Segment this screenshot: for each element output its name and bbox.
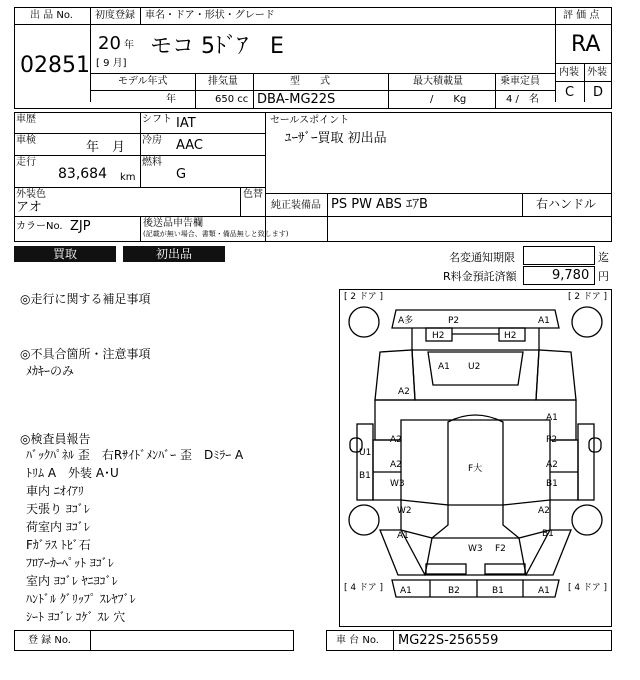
wheel-icon xyxy=(349,307,379,337)
equipment-label: 純正装備品 xyxy=(271,200,321,211)
damage-mark: H2 xyxy=(432,331,445,341)
inspection-value: 年 月 xyxy=(86,140,126,155)
damage-mark: A1 xyxy=(538,316,550,326)
name-change-unit: 迄 xyxy=(598,251,609,264)
ext-color-value: アオ xyxy=(16,200,42,215)
damage-mark: A1 xyxy=(397,531,409,541)
inspector-line: 室内 ﾖｺﾞﾚ ﾔﾆﾖｺﾞﾚ xyxy=(26,574,118,588)
inspector-line: ﾊﾝﾄﾞﾙ ｸﾞﾘｯﾌﾟ ｽﾚﾔﾌﾞﾚ xyxy=(26,592,136,606)
wheel-icon xyxy=(572,307,602,337)
interior-grade: C xyxy=(565,85,575,100)
ac-value: AAC xyxy=(176,138,203,153)
shift-value: IAT xyxy=(176,116,196,131)
handle-side: 右ハンドル xyxy=(536,197,597,211)
inspector-line: ﾊﾞｯｸﾊﾟﾈﾙ 歪 右Rｻｲﾄﾞﾒﾝﾊﾞｰ 歪 Dﾐﾗｰ A xyxy=(26,448,244,462)
max-load: / Kg xyxy=(430,94,467,105)
interior-label: 内装 xyxy=(559,67,579,78)
name-change-box xyxy=(523,246,595,265)
docs-label: 後送品申告欄 xyxy=(143,218,203,229)
fuel-value: G xyxy=(176,167,187,182)
car-name: モコ 5ﾄﾞｱ E xyxy=(150,34,284,59)
color-no-value: ZJP xyxy=(70,219,91,234)
driving-remarks-title: ◎走行に関する補足事項 xyxy=(20,292,151,306)
damage-mark: B1 xyxy=(359,471,371,481)
damage-mark: A1 xyxy=(400,586,412,596)
damage-mark: A1 xyxy=(438,362,450,372)
exterior-label: 外装 xyxy=(587,67,607,78)
first-reg-label: 初度登録 xyxy=(95,10,135,21)
history-label: 車歴 xyxy=(16,114,36,125)
reg-no-label: 登 録 No. xyxy=(28,635,71,646)
equipment-value: PS PW ABS ｴｱB xyxy=(331,197,428,212)
sales-point-label: セールスポイント xyxy=(270,115,350,126)
door-label-bottom: [ 4 ドア ] xyxy=(344,583,384,593)
door-label-bottom: [ 4 ドア ] xyxy=(568,583,608,593)
max-load-label: 最大積載量 xyxy=(413,76,463,87)
damage-mark: A1 xyxy=(538,586,550,596)
displacement: 650 cc xyxy=(215,94,249,105)
model-year-unit: 年 xyxy=(166,94,176,105)
recycle-unit: 円 xyxy=(598,270,609,283)
tag-first-listing: 初出品 xyxy=(123,246,225,262)
damage-mark: W3 xyxy=(390,479,405,489)
mileage-value: 83,684 xyxy=(58,166,107,182)
defects-line: ﾒｶｷｰのみ xyxy=(26,364,75,378)
car-damage-diagram xyxy=(340,290,611,626)
recycle-label: R料金預託済額 xyxy=(443,270,517,283)
damage-mark: A2 xyxy=(390,435,402,445)
damage-mark: U2 xyxy=(468,362,481,372)
fuel-label: 燃料 xyxy=(142,157,162,168)
damage-mark: P2 xyxy=(546,435,558,445)
damage-mark: A2 xyxy=(546,460,558,470)
damage-mark: F大 xyxy=(468,464,483,474)
capacity: 4 / 名 xyxy=(506,94,539,105)
tag-kaitori: 買取 xyxy=(14,246,116,262)
chassis-label: 車 台 No. xyxy=(336,635,379,646)
damage-mark: B1 xyxy=(546,479,558,489)
wheel-icon xyxy=(572,505,602,535)
damage-mark: A2 xyxy=(398,387,410,397)
wheel-icon xyxy=(349,505,379,535)
damage-mark: A2 xyxy=(390,460,402,470)
inspector-line: Fｶﾞﾗｽ ﾄﾋﾞ石 xyxy=(26,538,91,552)
damage-mark: W2 xyxy=(397,506,412,516)
damage-mark: A多 xyxy=(398,316,414,326)
recycle-value: 9,780 xyxy=(552,268,590,283)
exterior-grade: D xyxy=(593,85,604,100)
inspector-line: 荷室内 ﾖｺﾞﾚ xyxy=(26,520,90,534)
displacement-label: 排気量 xyxy=(208,76,238,87)
chassis-no: MG22S-256559 xyxy=(398,633,499,648)
inspector-line: ﾄﾘﾑ A 外装 A･U xyxy=(26,466,119,480)
model-label: 型 式 xyxy=(290,76,330,87)
damage-mark: A1 xyxy=(546,413,558,423)
car-name-label: 車名・ドア・形状・グレード xyxy=(145,10,275,21)
damage-mark: P2 xyxy=(448,316,460,326)
shift-label: シフト xyxy=(142,114,172,125)
damage-mark: W3 xyxy=(468,544,483,554)
inspector-line: ﾌﾛｱｰｶｰﾍﾟｯﾄ ﾖｺﾞﾚ xyxy=(26,556,114,570)
lot-no-label: 出 品 No. xyxy=(30,10,73,21)
year-suffix: 年 xyxy=(124,40,134,51)
name-change-label: 名変通知期限 xyxy=(449,251,515,264)
door-label-top: [ 2 ドア ] xyxy=(568,292,608,302)
lot-no: 02851 xyxy=(20,53,90,78)
ext-color-label: 外装色 xyxy=(16,189,46,200)
model-year-label: モデル年式 xyxy=(118,76,168,87)
inspector-title: ◎検査員報告 xyxy=(20,432,91,446)
capacity-label: 乗車定員 xyxy=(500,76,540,87)
mileage-label: 走行 xyxy=(16,157,36,168)
defects-title: ◎不具合箇所・注意事項 xyxy=(20,347,151,361)
inspection-label: 車検 xyxy=(16,135,36,146)
first-reg-year: 20 xyxy=(98,33,121,54)
damage-mark: H2 xyxy=(504,331,517,341)
docs-note: (記載が無い場合、書類・備品無しと致します) xyxy=(143,230,289,238)
damage-mark: F2 xyxy=(495,544,506,554)
damage-mark: A2 xyxy=(538,506,550,516)
damage-mark: U1 xyxy=(359,448,372,458)
damage-mark: B1 xyxy=(542,529,554,539)
grade-value: RA xyxy=(571,32,601,57)
first-reg-month: [ 9 月] xyxy=(96,58,127,69)
color-no-label: カラーNo. xyxy=(16,221,63,232)
inspector-line: ｼｰﾄ ﾖｺﾞﾚ ｺｹﾞ ｽﾚ 穴 xyxy=(26,610,126,624)
model-code: DBA-MG22S xyxy=(257,92,336,107)
door-label-top: [ 2 ドア ] xyxy=(344,292,384,302)
grade-label: 評 価 点 xyxy=(563,10,600,21)
mileage-unit: km xyxy=(120,172,136,183)
damage-diagram-frame xyxy=(339,289,612,627)
inspector-line: 車内 ﾆｵｲｱﾘ xyxy=(26,484,84,498)
damage-mark: B1 xyxy=(492,586,504,596)
ac-label: 冷房 xyxy=(142,135,162,146)
sales-point: ﾕｰｻﾞｰ買取 初出品 xyxy=(285,131,387,146)
damage-mark: B2 xyxy=(448,586,460,596)
inspector-line: 天張り ﾖｺﾞﾚ xyxy=(26,502,90,516)
color-change-label: 色替 xyxy=(243,189,263,200)
